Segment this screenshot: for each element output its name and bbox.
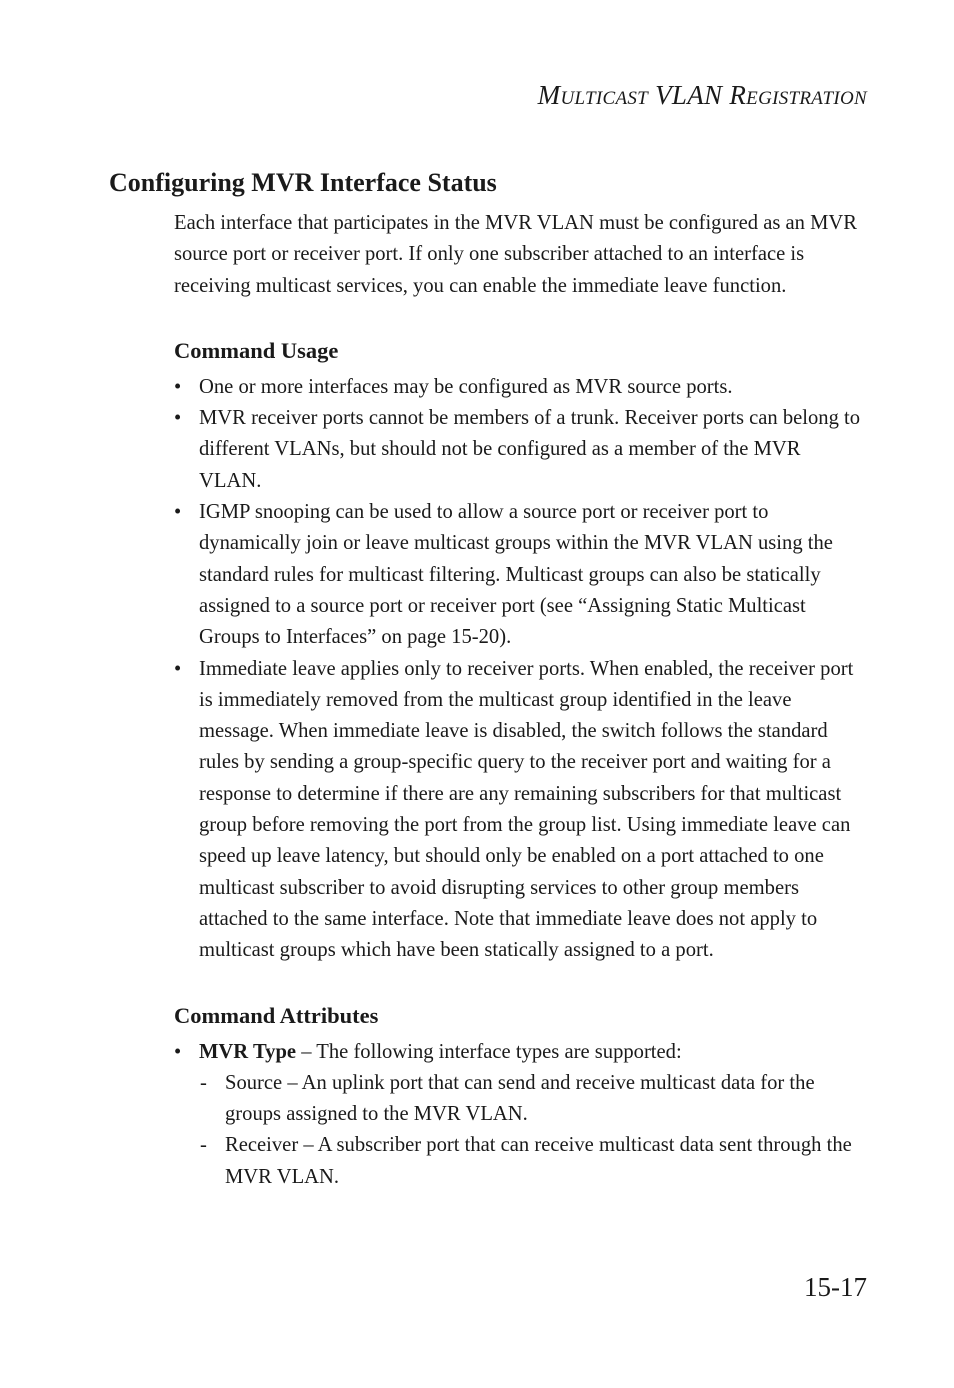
page-number: 15-17 <box>804 1272 867 1302</box>
command-usage-heading: Command Usage <box>174 337 339 363</box>
sub-list-item: - Source – An uplink port that can send and receive multicast data for the groups assigned to the MVR VLAN. <box>199 1068 866 1131</box>
running-head-m: M <box>537 80 561 110</box>
list-item: • MVR receiver ports cannot be members of a trunk. Receiver ports can belong to different VLANs, but should not be configured as a member of the MVR VLAN. <box>174 403 866 497</box>
mvr-type-sublist <box>199 1068 866 1193</box>
mvr-type-term: MVR Type <box>199 1040 297 1063</box>
running-head-ulticast: ULTICAST <box>560 88 649 109</box>
mvr-type-description: – The following interface types are supported: <box>296 1040 682 1063</box>
body-content <box>174 208 866 1193</box>
list-item: • One or more interfaces may be configured as MVR source ports. <box>174 372 866 403</box>
section-title: Configuring MVR Interface Status <box>109 168 497 197</box>
command-usage-list <box>174 372 866 967</box>
list-item: • Immediate leave applies only to receiver ports. When enabled, the receiver port is immediately removed from the multicast group identified in the leave message. When immediate leave is disabled, the switch follows the standard rules by sending a group-specific query to the receiver port and waiting for a response to determine if there are any remaining subscribers for that multicast group before removing the port from the group list. Using immediate leave can speed up leave latency, but should only be enabled on a port attached to one multicast subscriber to avoid disrupting services to other group members attached to the same interface. Note that immediate leave does not apply to multicast groups which have been statically assigned to a port. <box>174 654 866 967</box>
command-attributes-list <box>174 1037 866 1193</box>
running-head <box>538 80 867 111</box>
intro-paragraph: Each interface that participates in the MVR VLAN must be configured as an MVR source port or receiver port. If only one subscriber attached to an interface is receiving multicast services, you can enable the immediate leave function. <box>174 212 858 297</box>
running-head-egistration: EGISTRATION <box>746 88 867 109</box>
running-head-vlan: VLAN <box>655 80 723 110</box>
running-head-r: R <box>729 80 747 110</box>
list-item <box>174 1037 866 1193</box>
command-attributes-heading: Command Attributes <box>174 1002 379 1028</box>
list-item: • IGMP snooping can be used to allow a source port or receiver port to dynamically join or leave multicast groups within the MVR VLAN using the standard rules for multicast filtering. Multicast groups can also be statically assigned to a source port or receiver port (see “Assigning Static Multicast Groups to Interfaces” on page 15-20). <box>174 497 866 653</box>
sub-list-item: - Receiver – A subscriber port that can receive multicast data sent through the MVR VLAN. <box>199 1130 866 1193</box>
